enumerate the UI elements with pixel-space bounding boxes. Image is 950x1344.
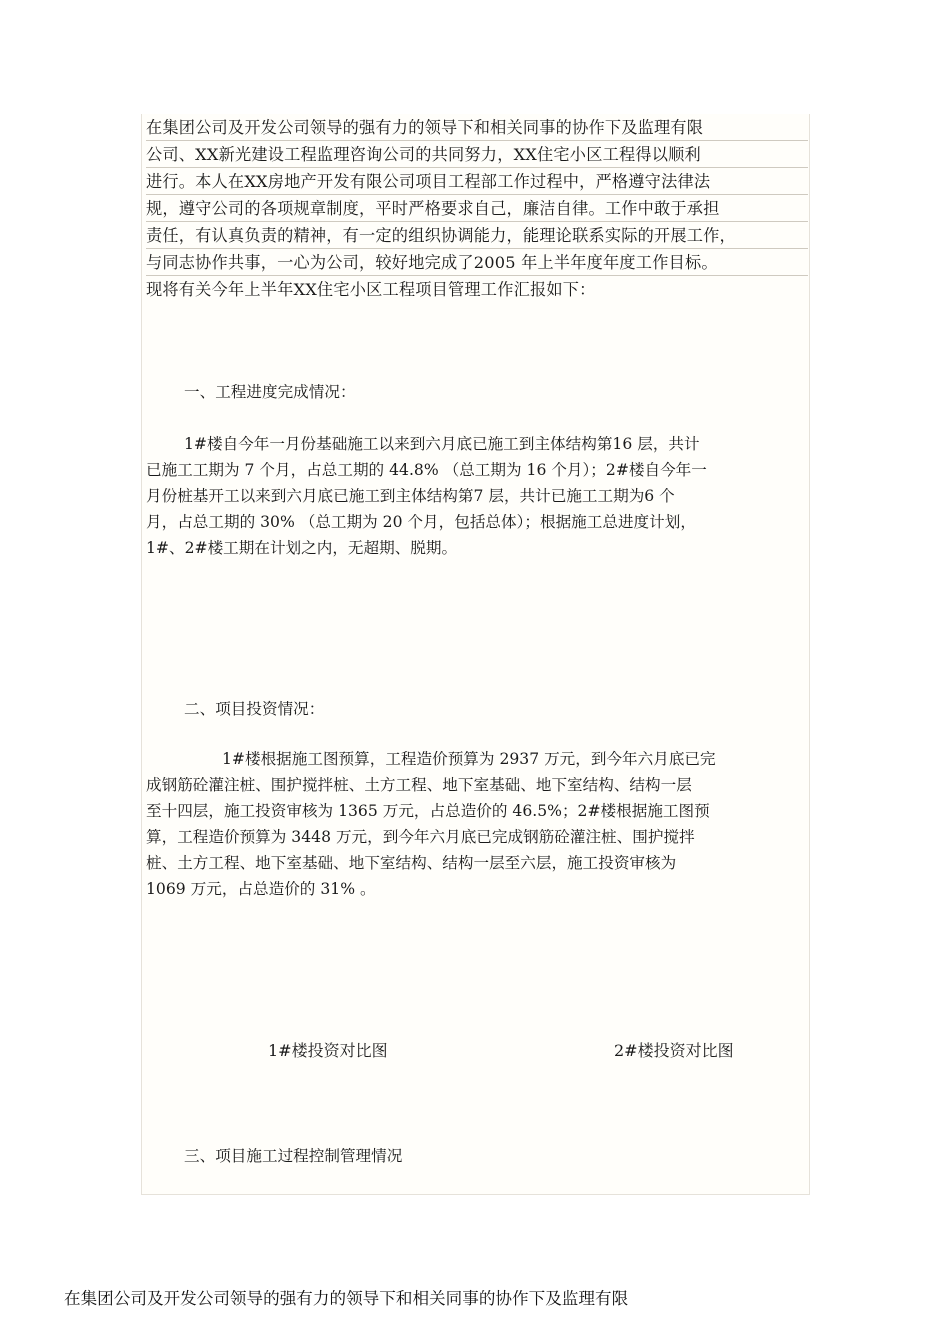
section1-line: 1#、2#楼工期在计划之内，无超期、脱期。 <box>146 539 458 557</box>
section2-heading: 二、项目投资情况： <box>184 700 325 718</box>
section3-heading: 三、项目施工过程控制管理情况 <box>184 1147 403 1165</box>
intro-line: 在集团公司及开发公司领导的强有力的领导下和相关同事的协作下及监理有限 <box>146 114 808 141</box>
section1-line: 1#楼自今年一月份基础施工以来到六月底已施工到主体结构第16 层，共计 <box>184 435 700 453</box>
intro-paragraph <box>146 114 808 302</box>
document-page <box>141 114 810 1195</box>
section2-paragraph <box>146 746 808 902</box>
chart-caption-building-1: 1#楼投资对比图 <box>268 1041 388 1060</box>
section2-line: 至十四层，施工投资审核为 1365 万元，占总造价的 46.5%；2#楼根据施工图预 <box>146 802 710 820</box>
intro-line: 规，遵守公司的各项规章制度，平时严格要求自己，廉洁自律。工作中敢于承担 <box>146 195 808 222</box>
section1-line: 已施工工期为 7 个月，占总工期的 44.8% （总工期为 16 个月）；2#楼自今年一 <box>146 461 707 479</box>
intro-line: 公司、XX新光建设工程监理咨询公司的共同努力，XX住宅小区工程得以顺利 <box>146 141 808 168</box>
section2-line: 1#楼根据施工图预算，工程造价预算为 2937 万元，到今年六月底已完 <box>222 750 716 768</box>
section1-heading: 一、工程进度完成情况： <box>184 383 356 401</box>
intro-line: 与同志协作共事，一心为公司，较好地完成了2005 年上半年度年度工作目标。 <box>146 249 808 276</box>
section2-line: 成钢筋砼灌注桩、围护搅拌桩、土方工程、地下室基础、地下室结构、结构一层 <box>146 776 692 794</box>
section2-line: 桩、土方工程、地下室基础、地下室结构、结构一层至六层，施工投资审核为 <box>146 854 677 872</box>
section1-line: 月，占总工期的 30% （总工期为 20 个月，包括总体）；根据施工总进度计划， <box>146 513 696 531</box>
intro-line: 现将有关今年上半年XX住宅小区工程项目管理工作汇报如下： <box>146 280 596 299</box>
section1-line: 月份桩基开工以来到六月底已施工到主体结构第7 层，共计已施工工期为6 个 <box>146 487 675 505</box>
section2-line: 算，工程造价预算为 3448 万元，到今年六月底已完成钢筋砼灌注桩、围护搅拌 <box>146 828 695 846</box>
chart-caption-building-2: 2#楼投资对比图 <box>614 1041 734 1060</box>
section1-paragraph <box>146 431 808 561</box>
section2-line: 1069 万元，占总造价的 31% 。 <box>146 880 376 898</box>
intro-line: 责任，有认真负责的精神，有一定的组织协调能力，能理论联系实际的开展工作， <box>146 222 808 249</box>
footer-text: 在集团公司及开发公司领导的强有力的领导下和相关同事的协作下及监理有限 <box>64 1289 629 1308</box>
intro-line: 进行。本人在XX房地产开发有限公司项目工程部工作过程中，严格遵守法律法 <box>146 168 808 195</box>
